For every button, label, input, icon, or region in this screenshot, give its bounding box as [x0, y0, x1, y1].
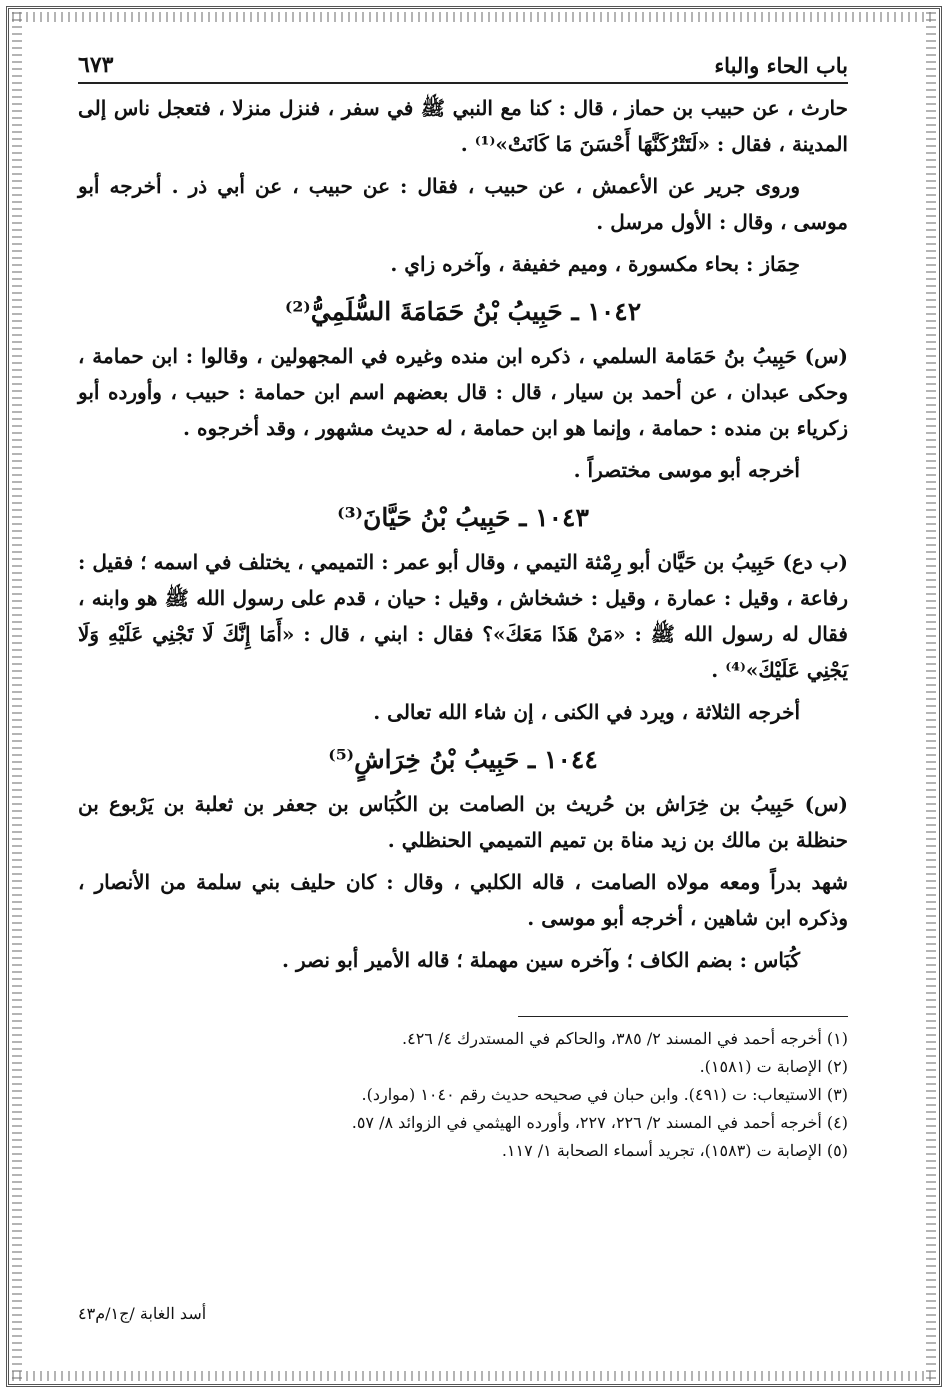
- entry-heading: ١٠٤٤ ـ حَبِيبُ بْنُ خِرَاشٍ⁽⁵⁾: [328, 745, 598, 774]
- paragraph: (س) حَبِيبُ بنُ حَمَامة السلمي ، ذكره ابن منده وغيره في المجهولين ، وقالوا : ابن حمامة ، وحكى عبدان ، عن أحمد بن سيار ، قال : قال بعضهم اسم ابن حمامة : حبيب ، وأورده أبو زكرياء بن منده : حمامة ، وإنما هو ابن حمامة ، له حديث مشهور ، وقد أخرجوه .: [78, 344, 849, 440]
- paragraph: شهد بدراً ومعه مولاه الصامت ، قاله الكلبي ، وقال : كان حليف بني سلمة من الأنصار ، وذكره ابن شاهين ، أخرجه أبو موسى .: [78, 870, 848, 930]
- paragraph: حِمَاز : بحاء مكسورة ، وميم خفيفة ، وآخره زاي .: [390, 252, 800, 276]
- entry-heading: ١٠٤٣ ـ حَبِيبُ بْنُ حَيَّانَ⁽³⁾: [337, 503, 589, 532]
- paragraph: أخرجه الثلاثة ، ويرد في الكنى ، إن شاء الله تعالى .: [373, 700, 800, 724]
- running-header: [78, 52, 848, 84]
- page-content: [78, 52, 848, 1333]
- footnotes: [78, 1025, 848, 1165]
- footnote: (١) أخرجه أحمد في المسند ٢/ ٣٨٥، والحاكم في المستدرك ٤/ ٤٢٦.: [402, 1029, 848, 1048]
- ornamental-border-left: [12, 12, 22, 1381]
- paragraph: (س) حَبِيبُ بن خِرَاش بن حُريث بن الصامت بن الكُبَاس بن جعفر بن ثعلبة بن يَرْبوع بن حنظلة بن مالك بن زيد مناة بن تميم التميمي الحنظلي .: [78, 792, 848, 852]
- ornamental-border-top: [12, 12, 936, 22]
- paragraph: وروى جرير عن الأعمش ، عن حبيب ، فقال : عن حبيب ، عن أبي ذر . أخرجه أبو موسى ، وقال : الأول مرسل .: [78, 174, 848, 234]
- footnote: (٥) الإصابة ت (١٥٨٣)، تجريد أسماء الصحابة ١/ ١١٧.: [501, 1141, 848, 1160]
- chapter-title: باب الحاء والباء: [714, 53, 848, 78]
- footnote: (٢) الإصابة ت (١٥٨١).: [699, 1057, 848, 1076]
- paragraph: حارث ، عن حبيب بن حماز ، قال : كنا مع النبي ﷺ في سفر ، فنزل منزلا ، فتعجل ناس إلى المدينة ، فقال : «لَتَتْرُكَنَّهَا أَحْسَنَ مَا كَانَتْ»⁽¹⁾ .: [78, 96, 848, 156]
- paragraph: أخرجه أبو موسى مختصراً .: [573, 458, 800, 482]
- ornamental-border-right: [926, 12, 936, 1381]
- page-number: ٦٧٣: [78, 52, 114, 78]
- ornamental-border-bottom: [12, 1371, 936, 1381]
- entry-heading: ١٠٤٢ ـ حَبِيبُ بْنُ حَمَامَةَ السُّلَمِيُّ⁽²⁾: [284, 297, 642, 326]
- signature-mark: أسد الغابة /ج١/م٤٣: [78, 1304, 207, 1323]
- footnote: (٣) الاستيعاب: ت (٤٩١). وابن حبان في صحيحه حديث رقم ١٠٤٠ (موارد).: [361, 1085, 848, 1104]
- paragraph: كُبَاس : بضم الكاف ؛ وآخره سين مهملة ؛ قاله الأمير أبو نصر .: [282, 948, 800, 972]
- footnote: (٤) أخرجه أحمد في المسند ٢/ ٢٢٦، ٢٢٧، وأورده الهيثمي في الزوائد ٨/ ٥٧.: [351, 1113, 848, 1132]
- footnote-separator: [518, 1016, 848, 1017]
- paragraph: (ب دع) حَبِيبُ بن حَيَّان أبو رِمْثة التيمي ، وقال أبو عمر : التميمي ، يختلف في اسمه ؛ فقيل : رفاعة ، وقيل : عمارة ، وقيل : خشخاش ، وقيل : حيان ، قدم على رسول الله ﷺ هو وابنه ، فقال له رسول الله ﷺ : «مَنْ هَذَا مَعَكَ»؟ فقال : ابني ، قال : «أَمَا إِنَّكَ لَا تَجْنِي عَلَيْهِ وَلَا يَجْنِي عَلَيْكَ»⁽⁴⁾ .: [78, 550, 848, 682]
